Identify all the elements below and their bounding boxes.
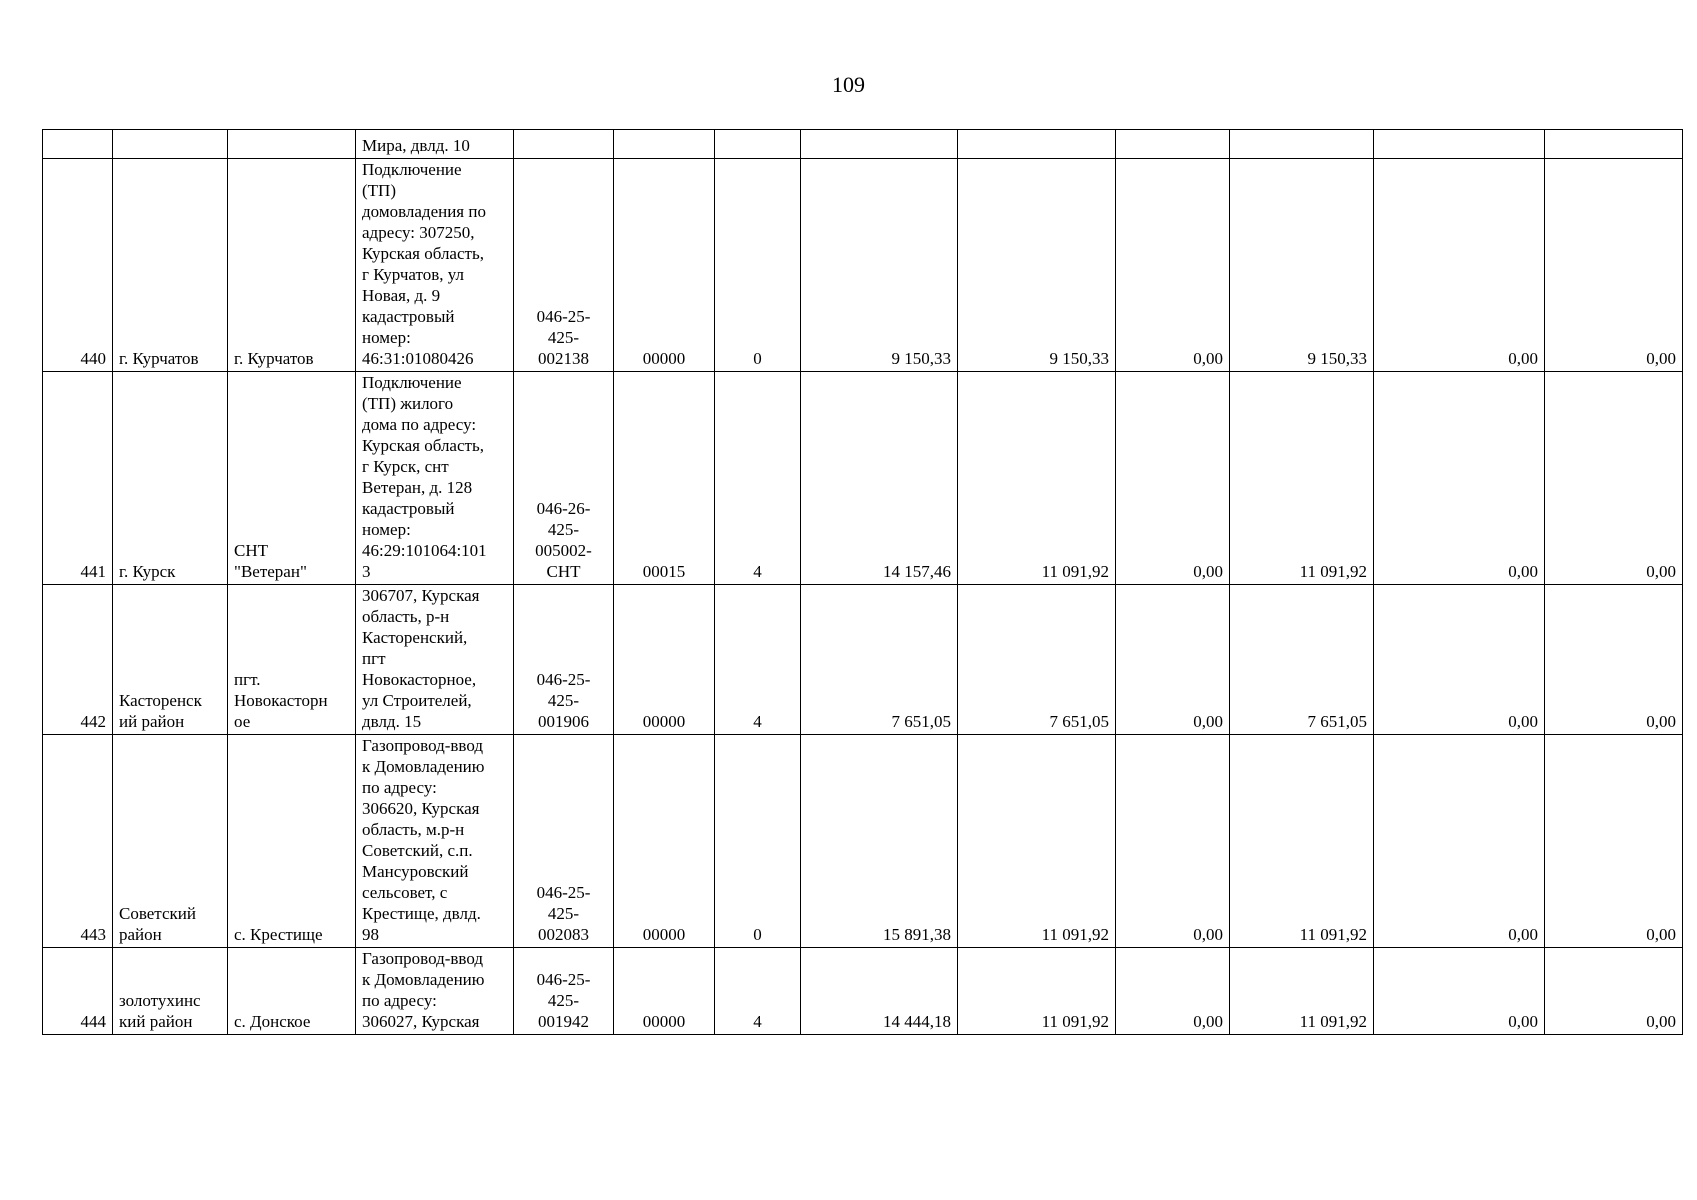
- amount-total-cell: 7 651,05: [801, 585, 958, 735]
- amount-total-cell: 14 157,46: [801, 372, 958, 585]
- amount-col6-cell: 0,00: [1545, 735, 1683, 948]
- row-number-cell: 443: [43, 735, 113, 948]
- amount-col6-cell: 0,00: [1545, 159, 1683, 372]
- row-number-cell: 442: [43, 585, 113, 735]
- code-cell: [514, 130, 614, 159]
- amount-total-cell: 15 891,38: [801, 735, 958, 948]
- amount-accepted-cell: 11 091,92: [958, 948, 1116, 1035]
- district-cell: Советский район: [113, 735, 228, 948]
- district-cell: золотухинс кий район: [113, 948, 228, 1035]
- district-cell: [113, 130, 228, 159]
- status-code-cell: 00000: [614, 159, 715, 372]
- amount-col5-cell: 0,00: [1374, 585, 1545, 735]
- amount-col4-cell: 11 091,92: [1230, 948, 1374, 1035]
- amount-total-cell: [801, 130, 958, 159]
- amount-accepted-cell: [958, 130, 1116, 159]
- amount-accepted-cell: 11 091,92: [958, 372, 1116, 585]
- district-cell: г. Курск: [113, 372, 228, 585]
- table-row: [43, 735, 1683, 948]
- category-cell: 0: [715, 159, 801, 372]
- table-row: [43, 585, 1683, 735]
- locality-cell: пгт. Новокасторн ое: [228, 585, 356, 735]
- district-cell: г. Курчатов: [113, 159, 228, 372]
- amount-accepted-cell: 11 091,92: [958, 735, 1116, 948]
- amount-col3-cell: 0,00: [1116, 735, 1230, 948]
- amount-accepted-cell: 9 150,33: [958, 159, 1116, 372]
- amount-col3-cell: [1116, 130, 1230, 159]
- amount-total-cell: 9 150,33: [801, 159, 958, 372]
- locality-cell: с. Донское: [228, 948, 356, 1035]
- table-row: [43, 159, 1683, 372]
- code-cell: 046-25- 425- 002138: [514, 159, 614, 372]
- amount-accepted-cell: 7 651,05: [958, 585, 1116, 735]
- amount-total-cell: 14 444,18: [801, 948, 958, 1035]
- row-number-cell: 441: [43, 372, 113, 585]
- amount-col4-cell: [1230, 130, 1374, 159]
- district-cell: Касторенск ий район: [113, 585, 228, 735]
- row-number-cell: 444: [43, 948, 113, 1035]
- amount-col5-cell: 0,00: [1374, 159, 1545, 372]
- status-code-cell: 00000: [614, 735, 715, 948]
- data-table: [42, 129, 1683, 1035]
- address-cell: 306707, Курская область, р-н Касторенский, пгт Новокасторное, ул Строителей, двлд. 15: [356, 585, 514, 735]
- address-cell: Газопровод-ввод к Домовладению по адресу: 306620, Курская область, м.р-н Советский, с.п. Мансуровский сельсовет, с Крестище, двлд. 98: [356, 735, 514, 948]
- address-cell: Подключение (ТП) домовладения по адресу: 307250, Курская область, г Курчатов, ул Новая, д. 9 кадастровый номер: 46:31:01080426: [356, 159, 514, 372]
- amount-col5-cell: [1374, 130, 1545, 159]
- amount-col6-cell: [1545, 130, 1683, 159]
- amount-col4-cell: 11 091,92: [1230, 372, 1374, 585]
- status-code-cell: [614, 130, 715, 159]
- amount-col6-cell: 0,00: [1545, 585, 1683, 735]
- row-number-cell: 440: [43, 159, 113, 372]
- category-cell: 0: [715, 735, 801, 948]
- status-code-cell: 00000: [614, 948, 715, 1035]
- amount-col4-cell: 7 651,05: [1230, 585, 1374, 735]
- locality-cell: г. Курчатов: [228, 159, 356, 372]
- amount-col3-cell: 0,00: [1116, 372, 1230, 585]
- amount-col3-cell: 0,00: [1116, 159, 1230, 372]
- code-cell: 046-26- 425- 005002- СНТ: [514, 372, 614, 585]
- table-row: [43, 948, 1683, 1035]
- row-number-cell: [43, 130, 113, 159]
- address-cell: Газопровод-ввод к Домовладению по адресу: 306027, Курская: [356, 948, 514, 1035]
- code-cell: 046-25- 425- 001942: [514, 948, 614, 1035]
- amount-col6-cell: 0,00: [1545, 948, 1683, 1035]
- amount-col6-cell: 0,00: [1545, 372, 1683, 585]
- amount-col5-cell: 0,00: [1374, 948, 1545, 1035]
- address-cell: Мира, двлд. 10: [356, 130, 514, 159]
- page-number: 109: [832, 72, 865, 97]
- address-cell: Подключение (ТП) жилого дома по адресу: Курская область, г Курск, снт Ветеран, д. 128 кадастровый номер: 46:29:101064:101 3: [356, 372, 514, 585]
- amount-col4-cell: 9 150,33: [1230, 159, 1374, 372]
- locality-cell: СНТ "Ветеран": [228, 372, 356, 585]
- amount-col3-cell: 0,00: [1116, 948, 1230, 1035]
- status-code-cell: 00000: [614, 585, 715, 735]
- status-code-cell: 00015: [614, 372, 715, 585]
- amount-col5-cell: 0,00: [1374, 735, 1545, 948]
- locality-cell: [228, 130, 356, 159]
- amount-col4-cell: 11 091,92: [1230, 735, 1374, 948]
- category-cell: 4: [715, 372, 801, 585]
- category-cell: 4: [715, 585, 801, 735]
- code-cell: 046-25- 425- 002083: [514, 735, 614, 948]
- amount-col3-cell: 0,00: [1116, 585, 1230, 735]
- table-row: [43, 372, 1683, 585]
- locality-cell: с. Крестище: [228, 735, 356, 948]
- category-cell: [715, 130, 801, 159]
- category-cell: 4: [715, 948, 801, 1035]
- amount-col5-cell: 0,00: [1374, 372, 1545, 585]
- code-cell: 046-25- 425- 001906: [514, 585, 614, 735]
- table-row: [43, 130, 1683, 159]
